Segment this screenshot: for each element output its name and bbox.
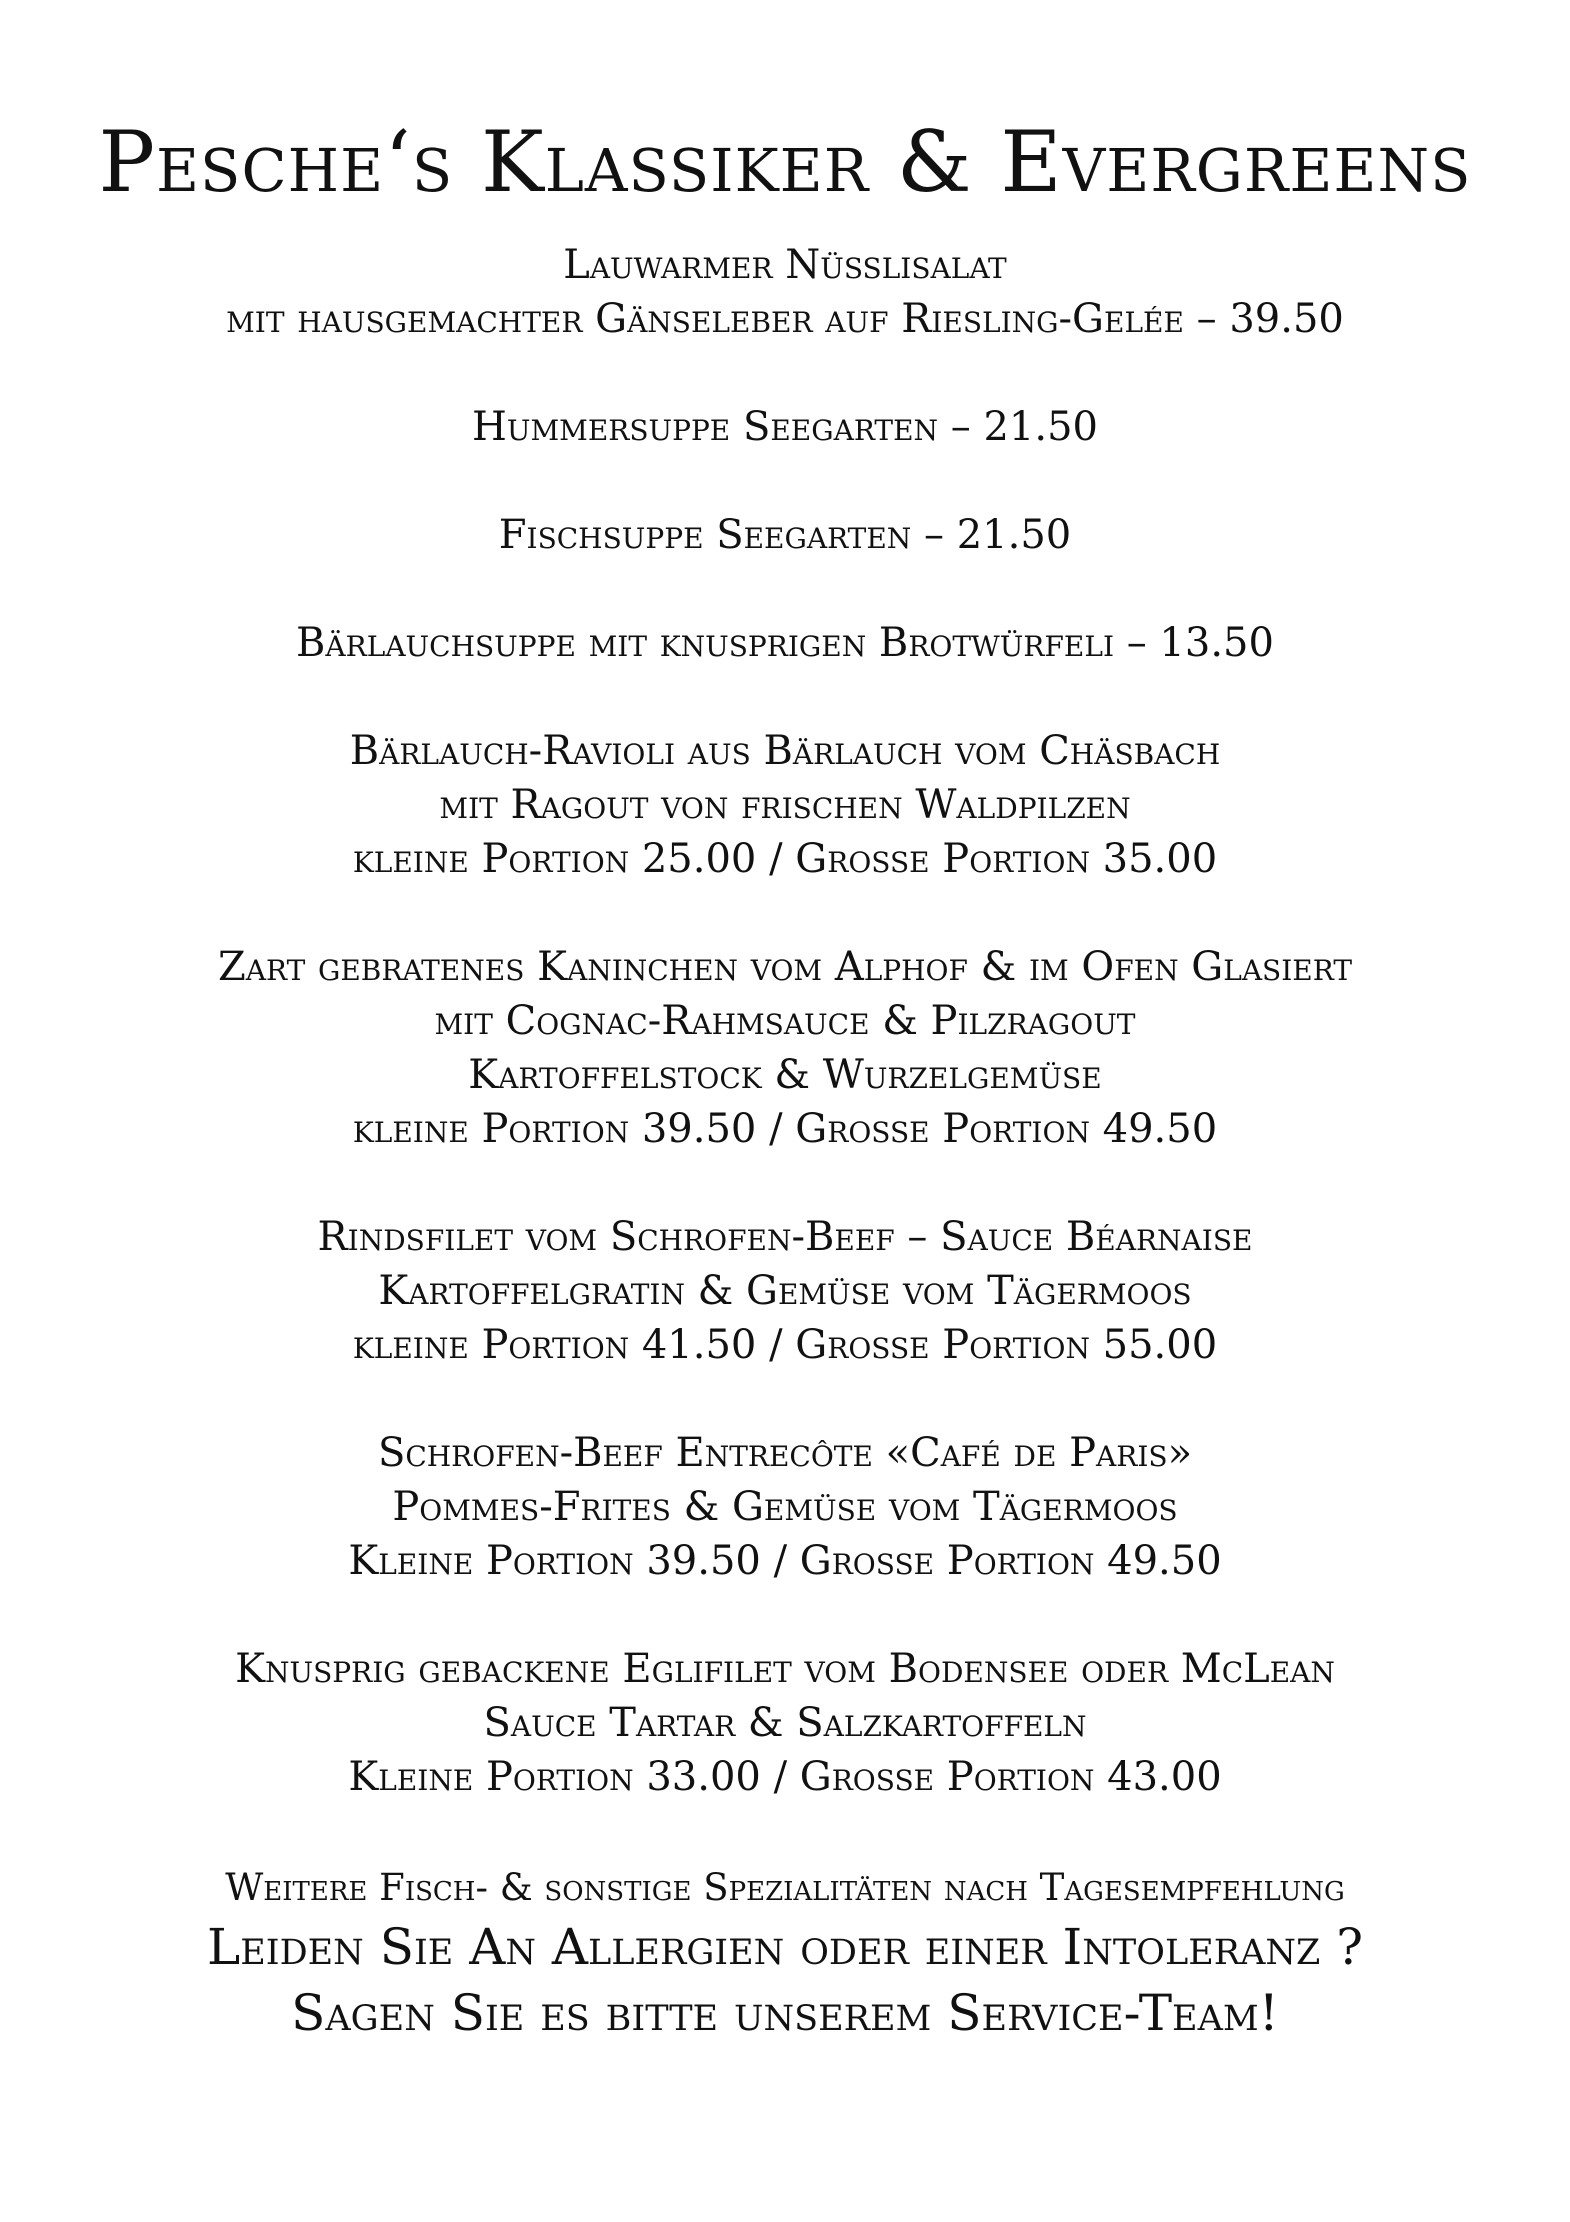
dish-baerlauchsuppe [0, 616, 1570, 670]
dish-line: Lauwarmer Nüsslisalat [563, 242, 1007, 288]
dish-kaninchen [0, 940, 1570, 1156]
dish-line: Kartoffelstock & Wurzelgemüse [468, 1052, 1102, 1098]
dish-line: mit Cognac-Rahmsauce & Pilzragout [434, 998, 1136, 1044]
dish-price-line: kleine Portion 41.50 / Grosse Portion 55.00 [352, 1322, 1218, 1368]
dish-line: Knusprig gebackene Eglifilet vom Bodensee oder McLean [235, 1646, 1335, 1692]
dish-price-line: Kleine Portion 33.00 / Grosse Portion 43.00 [348, 1754, 1222, 1800]
daily-specials-note: Weitere Fisch- & sonstige Spezialitäten nach Tagesempfehlung [225, 1866, 1345, 1909]
dish-nuesslisalat [0, 238, 1570, 346]
menu-footer [0, 1862, 1570, 2046]
dish-price-line: kleine Portion 25.00 / Grosse Portion 35.00 [352, 836, 1218, 882]
allergy-question: Leiden Sie An Allergien oder einer Intoleranz ? [206, 1918, 1364, 1976]
dish-eglifilet [0, 1642, 1570, 1804]
allergy-request: Sagen Sie es bitte unserem Service-Team! [291, 1984, 1279, 2042]
dish-line: Hummersuppe Seegarten – 21.50 [472, 404, 1098, 450]
menu-title: Pesche‘s Klassiker & Evergreens [98, 113, 1472, 211]
dish-line: mit Ragout von frischen Waldpilzen [439, 782, 1131, 828]
dish-line: Kartoffelgratin & Gemüse vom Tägermoos [378, 1268, 1192, 1314]
dish-line: Pommes-Frites & Gemüse vom Tägermoos [392, 1484, 1178, 1530]
dish-price-line: kleine Portion 39.50 / Grosse Portion 49.50 [352, 1106, 1218, 1152]
dish-line: Fischsuppe Seegarten – 21.50 [498, 512, 1072, 558]
dish-fischsuppe [0, 508, 1570, 562]
dish-line: Bärlauchsuppe mit knusprigen Brotwürfeli – 13.50 [296, 620, 1274, 666]
dish-line: Rindsfilet vom Schrofen-Beef – Sauce Béarnaise [317, 1214, 1253, 1260]
dish-line: mit hausgemachter Gänseleber auf Riesling-Gelée – 39.50 [226, 296, 1344, 342]
dish-list [0, 238, 1570, 1858]
dish-rindsfilet [0, 1210, 1570, 1372]
dish-line: Schrofen-Beef Entrecôte «Café de Paris» [377, 1430, 1193, 1476]
dish-entrecote [0, 1426, 1570, 1588]
dish-hummersuppe [0, 400, 1570, 454]
dish-line: Sauce Tartar & Salzkartoffeln [483, 1700, 1087, 1746]
dish-price-line: Kleine Portion 39.50 / Grosse Portion 49.50 [348, 1538, 1222, 1584]
dish-line: Bärlauch-Ravioli aus Bärlauch vom Chäsbach [349, 728, 1221, 774]
dish-baerlauch-ravioli [0, 724, 1570, 886]
dish-line: Zart gebratenes Kaninchen vom Alphof & im Ofen Glasiert [217, 944, 1353, 990]
